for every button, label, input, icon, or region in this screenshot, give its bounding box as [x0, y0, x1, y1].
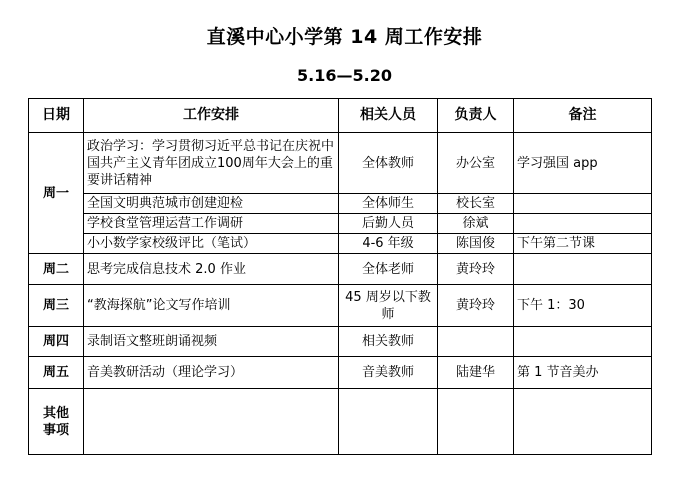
- lead-cell: 陈国俊: [438, 234, 514, 254]
- table-row: [29, 214, 652, 234]
- other-note-cell: [514, 389, 652, 455]
- header-task: 工作安排: [84, 99, 339, 133]
- people-cell: 后勤人员: [339, 214, 438, 234]
- table-row: [29, 357, 652, 389]
- task-cell: “教海探航”论文写作培训: [84, 285, 339, 327]
- table-row: [29, 327, 652, 357]
- day-thursday: 周四: [29, 327, 84, 357]
- table-row: [29, 234, 652, 254]
- table-row: [29, 133, 652, 194]
- other-lead-cell: [438, 389, 514, 455]
- day-wednesday: 周三: [29, 285, 84, 327]
- day-tuesday: 周二: [29, 254, 84, 285]
- task-cell: 音美教研活动（理论学习）: [84, 357, 339, 389]
- table-row: [29, 194, 652, 214]
- note-cell: [514, 327, 652, 357]
- task-cell: 学校食堂管理运营工作调研: [84, 214, 339, 234]
- lead-cell: 徐斌: [438, 214, 514, 234]
- header-lead: 负责人: [438, 99, 514, 133]
- people-cell: 全体师生: [339, 194, 438, 214]
- other-people-cell: [339, 389, 438, 455]
- lead-cell: 黄玲玲: [438, 285, 514, 327]
- lead-cell: 陆建华: [438, 357, 514, 389]
- header-row: [29, 99, 652, 133]
- header-people: 相关人员: [339, 99, 438, 133]
- task-cell: 政治学习：学习贯彻习近平总书记在庆祝中国共产主义青年团成立100周年大会上的重要讲话精神: [84, 133, 339, 194]
- people-cell: 相关教师: [339, 327, 438, 357]
- note-cell: [514, 214, 652, 234]
- task-cell: 全国文明典范城市创建迎检: [84, 194, 339, 214]
- people-cell: 全体老师: [339, 254, 438, 285]
- header-date: 日期: [29, 99, 84, 133]
- header-note: 备注: [514, 99, 652, 133]
- date-range: 5.16—5.20: [297, 66, 392, 85]
- lead-cell: [438, 327, 514, 357]
- people-cell: 音美教师: [339, 357, 438, 389]
- table-row: [29, 254, 652, 285]
- day-monday: 周一: [29, 133, 84, 254]
- note-cell: 下午 1：30: [514, 285, 652, 327]
- day-friday: 周五: [29, 357, 84, 389]
- task-cell: 小小数学家校级评比（笔试）: [84, 234, 339, 254]
- note-cell: 学习强国 app: [514, 133, 652, 194]
- task-cell: 思考完成信息技术 2.0 作业: [84, 254, 339, 285]
- table-row: [29, 285, 652, 327]
- page-title: 直溪中心小学第 14 周工作安排: [206, 26, 483, 48]
- lead-cell: 办公室: [438, 133, 514, 194]
- note-cell: 下午第二节课: [514, 234, 652, 254]
- note-cell: 第 1 节音美办: [514, 357, 652, 389]
- note-cell: [514, 194, 652, 214]
- lead-cell: 黄玲玲: [438, 254, 514, 285]
- lead-cell: 校长室: [438, 194, 514, 214]
- people-cell: 4-6 年级: [339, 234, 438, 254]
- task-cell: 录制语文整班朗诵视频: [84, 327, 339, 357]
- table-row: [29, 389, 652, 455]
- day-other: 其他事项: [29, 389, 84, 455]
- people-cell: 45 周岁以下教师: [339, 285, 438, 327]
- schedule-table: [28, 98, 652, 455]
- people-cell: 全体教师: [339, 133, 438, 194]
- note-cell: [514, 254, 652, 285]
- other-task-cell: [84, 389, 339, 455]
